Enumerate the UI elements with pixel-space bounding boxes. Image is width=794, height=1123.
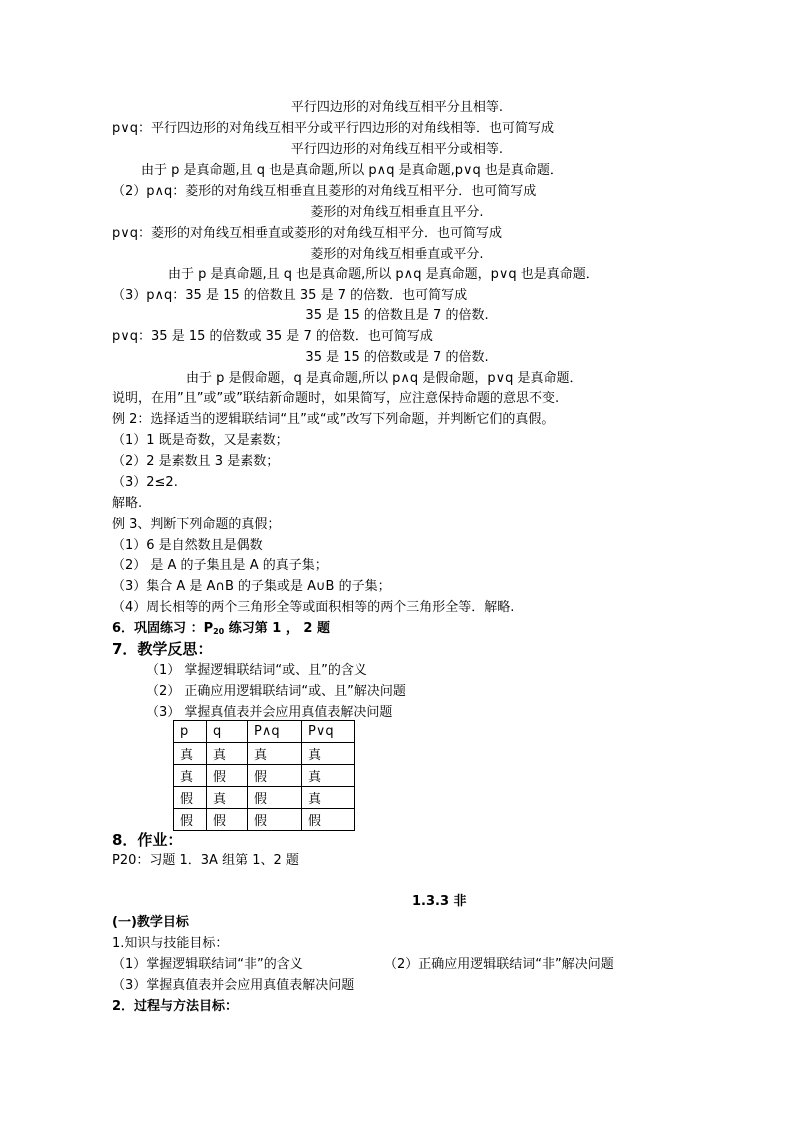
table-row	[174, 787, 355, 809]
text-line: 例 3、判断下列命题的真假；	[112, 517, 281, 532]
section-heading-objectives: (一)教学目标	[112, 915, 189, 930]
text-line: 35 是 15 的倍数且是 7 的倍数.	[305, 308, 489, 323]
text-line: （1）掌握逻辑联结词“非”的含义	[112, 957, 303, 972]
section-heading-practice: 6．巩固练习 ：$P_{20}$ 练习第 1 ， 2 题	[112, 621, 330, 636]
text-line: （2） 是 A 的子集且是 A 的真子集；	[112, 558, 328, 573]
table-cell: 真	[248, 743, 302, 765]
table-cell: 假	[248, 787, 302, 809]
text-line: （2）p∧q：菱形的对角线互相垂直且菱形的对角线互相平分．也可简写成	[112, 184, 537, 199]
text-line: （2） 正确应用逻辑联结词“或、且”解决问题	[146, 684, 406, 699]
text-line: p∨q：平行四边形的对角线互相平分或平行四边形的对角线相等．也可简写成	[112, 121, 555, 136]
table-header-cell: q	[207, 721, 248, 743]
table-cell: 真	[207, 743, 248, 765]
table-header-cell: P∧q	[248, 721, 302, 743]
text-line: （3）掌握真值表并会应用真值表解决问题	[112, 978, 355, 993]
truth-table	[173, 720, 355, 831]
text-line: （3）2≤2.	[112, 475, 178, 490]
text-line: 例 2：选择适当的逻辑联结词“且”或“或”改写下列命题，并判断它们的真假。	[112, 412, 555, 427]
table-cell: 假	[174, 787, 207, 809]
table-cell: 真	[302, 787, 355, 809]
table-cell: 真	[174, 743, 207, 765]
table-cell: 真	[174, 765, 207, 787]
text-line: （4）周长相等的两个三角形全等或面积相等的两个三角形全等．解略.	[112, 600, 515, 615]
text-line: 35 是 15 的倍数或是 7 的倍数.	[305, 350, 489, 365]
table-cell: 真	[302, 743, 355, 765]
text-line: （3） 掌握真值表并会应用真值表解决问题	[146, 705, 393, 720]
text-line: 平行四边形的对角线互相平分或相等.	[290, 142, 504, 157]
text-line: （1）1 既是奇数，又是素数；	[112, 433, 289, 448]
table-cell: 假	[207, 809, 248, 831]
text-line: 解略.	[112, 496, 143, 511]
section-heading-process: 2．过程与方法目标：	[112, 999, 239, 1014]
table-row	[174, 743, 355, 765]
text-line: 1.知识与技能目标：	[112, 936, 229, 951]
text-line: （1） 掌握逻辑联结词“或、且”的含义	[146, 663, 367, 678]
table-row	[174, 765, 355, 787]
section-heading-homework: 8．作业：	[112, 831, 183, 849]
text-line: （2）2 是素数且 3 是素数；	[112, 454, 280, 469]
section-heading-reflection: 7．教学反思：	[112, 640, 213, 658]
table-cell: 假	[248, 809, 302, 831]
text-line: （2）正确应用逻辑联结词“非”解决问题	[384, 957, 614, 972]
table-header-cell: p	[174, 721, 207, 743]
table-cell: 假	[207, 765, 248, 787]
section-title: 1.3.3 非	[412, 894, 467, 909]
text-line: （1）6 是自然数且是偶数	[112, 538, 263, 553]
text-line: （3）p∧q：35 是 15 的倍数且 35 是 7 的倍数．也可简写成	[112, 288, 468, 303]
table-cell: 真	[207, 787, 248, 809]
text-line: 平行四边形的对角线互相平分且相等.	[290, 100, 504, 115]
table-cell: 真	[302, 765, 355, 787]
table-cell: 假	[302, 809, 355, 831]
text-line: （3）集合 A 是 A∩B 的子集或是 A∪B 的子集；	[112, 579, 391, 594]
text-line: 菱形的对角线互相垂直或平分.	[310, 247, 484, 262]
text-line: p∨q：菱形的对角线互相垂直或菱形的对角线互相平分．也可简写成	[112, 226, 503, 241]
table-cell: 假	[174, 809, 207, 831]
text-line: 由于 p 是真命题,且 q 也是真命题,所以 p∧q 是真命题,p∨q 也是真命题．	[141, 163, 563, 178]
text-line: 菱形的对角线互相垂直且平分.	[310, 205, 484, 220]
table-cell: 假	[248, 765, 302, 787]
table-header-cell: P∨q	[302, 721, 355, 743]
text-line: P20：习题 1．3A 组第 1、2 题	[112, 853, 299, 868]
text-line: 说明，在用”且”或”或”联结新命题时，如果简写，应注意保持命题的意思不变.	[112, 391, 560, 406]
table-row	[174, 809, 355, 831]
table-row	[174, 721, 355, 743]
text-line: p∨q：35 是 15 的倍数或 35 是 7 的倍数．也可简写成	[112, 329, 433, 344]
text-line: 由于 p 是真命题,且 q 也是真命题,所以 p∧q 是真命题，p∨q 也是真命题．	[168, 267, 599, 282]
text-line: 由于 p 是假命题，q 是真命题,所以 p∧q 是假命题，p∨q 是真命题．	[186, 371, 583, 386]
